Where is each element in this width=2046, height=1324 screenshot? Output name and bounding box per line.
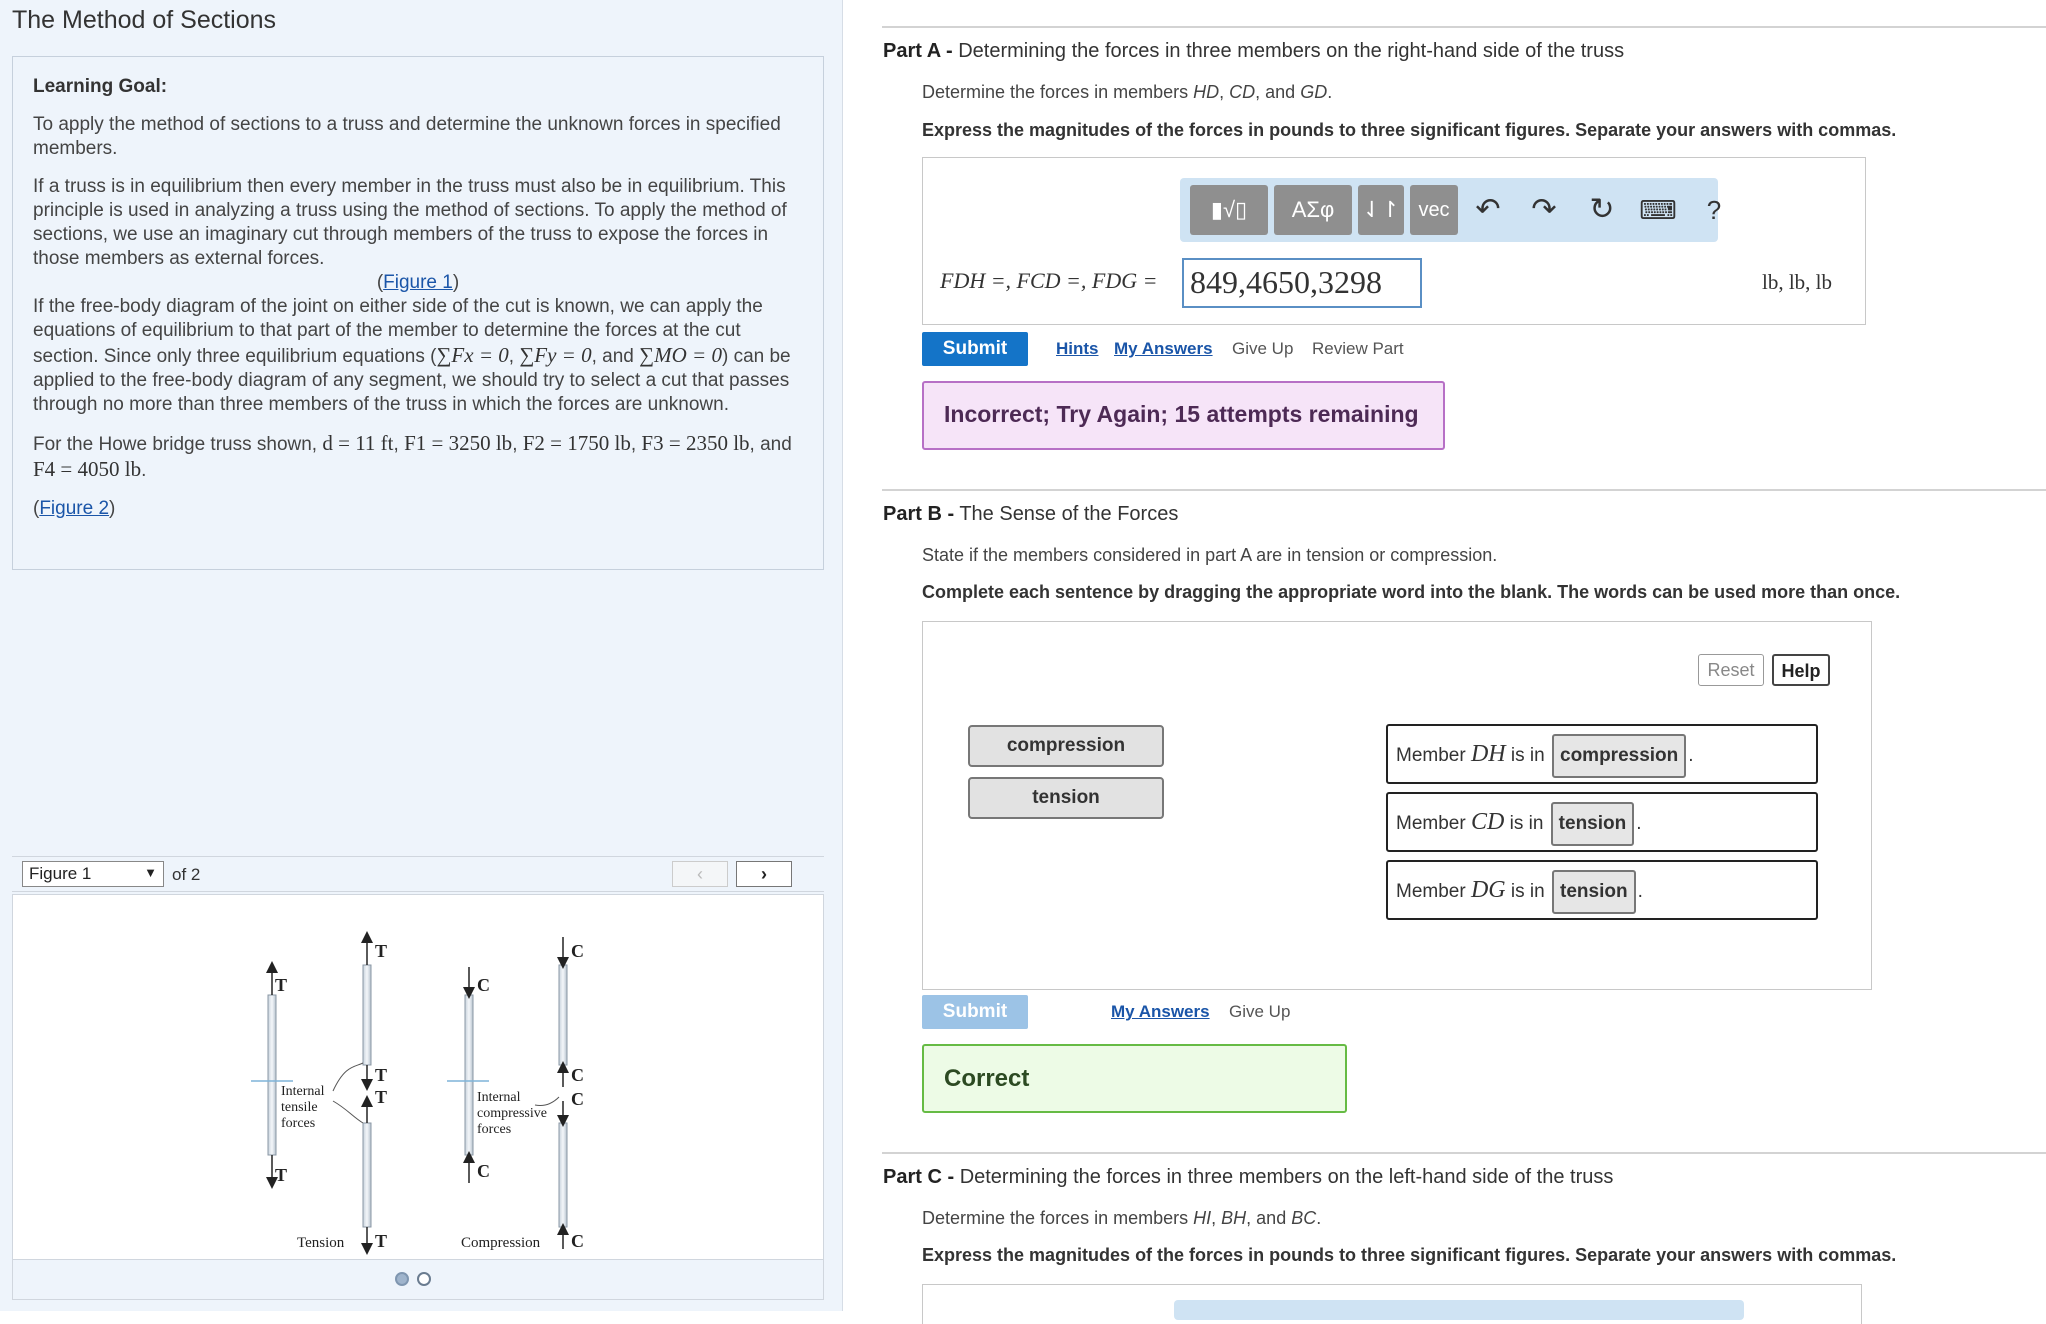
label-t-3: T [375,941,388,961]
tension-compression-figure [13,895,823,1259]
label-c-5: C [571,1089,584,1109]
redo-icon[interactable]: ↷ [1531,193,1557,226]
give-up-link[interactable]: Give Up [1229,1002,1291,1021]
drop-target-cd[interactable]: tension [1551,802,1635,846]
tension-caption: Tension [297,1235,345,1251]
sentence-prefix: Member [1396,745,1466,766]
my-answers-link[interactable]: My Answers [1114,339,1213,358]
label-c-4: C [571,1065,584,1085]
part-a-description: Determine the forces in members HD, CD, and GD. [922,82,1333,102]
pager-dot-2[interactable] [417,1272,431,1286]
reset-icon[interactable]: ↻ [1589,193,1615,226]
value-d: d = 11 ft [322,431,394,455]
label-c-3: C [571,941,584,961]
part-b-instruction: Complete each sentence by dragging the appropriate word into the blank. The words can be used more than once. [922,582,1901,602]
sentence-member: CD [1470,809,1505,835]
give-up-link[interactable]: Give Up [1232,339,1294,358]
member-bh: BH [1221,1208,1247,1228]
divider [882,26,2046,28]
problem-panel [0,0,843,1311]
label-t-6: T [375,1231,388,1251]
my-answers-link[interactable]: My Answers [1111,1002,1210,1021]
para2-and: and [602,346,634,367]
part-c-description: Determine the forces in members HI, BH, and BC. [922,1208,1322,1228]
problem-title: The Method of Sections [12,6,277,34]
figure-2-link[interactable]: Figure 2 [39,498,110,519]
internal-tensile-line3: forces [281,1116,316,1131]
part-a-header [883,40,1624,63]
learning-goal-text: To apply the method of sections to a truss and determine the unknown forces in specified members. [33,114,781,159]
review-part-link[interactable]: Review Part [1312,339,1404,358]
sentence-member: DH [1470,741,1506,767]
label-t-1: T [275,975,288,995]
figure-1-ref: (Figure 1) [376,272,460,293]
intro-box [12,56,824,570]
label-c-1: C [477,975,490,995]
part-b-description: State if the members considered in part A are in tension or compression. [922,545,1498,565]
chevron-left-icon: ‹ [697,864,703,884]
subscript-button[interactable]: ⇃↾ [1358,185,1404,235]
intro-paragraph-1: If a truss is in equilibrium then every member in the truss must also be in equilibrium. This principle is used in analyzing a truss using the method of sections. To apply the method of sections, we use an imaginary cut through members of the truss to expose the forces in those members as external forces. [33,176,787,269]
label-t-5: T [375,1087,388,1107]
member-hd: HD [1193,82,1220,102]
internal-compressive-line1: Internal [477,1090,521,1105]
value-f1: F1 = 3250 lb [404,431,513,455]
internal-tensile-line1: Internal [281,1084,325,1099]
math-toolbar [1180,178,1722,242]
undo-icon[interactable]: ↶ [1475,193,1501,226]
part-a-title: Determining the forces in three members on the right-hand side of the truss [958,40,1625,62]
next-figure-button[interactable] [736,861,792,887]
chevron-right-icon: › [761,864,767,884]
member-gd: GD [1300,82,1328,102]
answer-label: FDH =, FCD =, FDG = [940,268,1158,293]
eq-sum-mo: ∑MO = 0 [639,343,722,367]
sentence-mid: is in [1510,881,1545,902]
part-c-instruction: Express the magnitudes of the forces in pounds to three significant figures. Separate your answers with commas. [922,1245,1897,1265]
part-b-title: The Sense of the Forces [959,503,1179,525]
greek-symbols-button[interactable]: ΑΣφ [1274,185,1352,235]
part-b-label: Part B - [883,503,955,525]
internal-compressive-line2: compressive [477,1106,547,1121]
part-c-header [883,1166,1613,1189]
para3-text: For the Howe bridge truss shown, [33,434,318,455]
part-c-label: Part C - [883,1166,955,1188]
sentence-mid: is in [1509,813,1544,834]
value-f4: F4 = 4050 lb [33,457,142,481]
learning-goal-heading: Learning Goal: [33,76,168,97]
drop-target-dh[interactable]: compression [1552,734,1686,778]
and-text: and [1256,1208,1287,1228]
math-toolbar [1174,1300,1744,1320]
part-a-instruction: Express the magnitudes of the forces in pounds to three significant figures. Separate your answers with commas. [922,120,1897,140]
eq-sum-fy: ∑Fy = 0 [519,343,592,367]
sentence-mid: is in [1510,745,1545,766]
internal-compressive-line3: forces [477,1122,512,1137]
internal-tensile-line2: tensile [281,1100,318,1115]
label-t-2: T [275,1165,288,1185]
sentence-member: DG [1470,877,1506,903]
hints-link[interactable]: Hints [1056,339,1099,358]
member-hi: HI [1193,1208,1212,1228]
figure-count: of 2 [172,865,201,884]
para3-and: and [760,434,792,455]
sentence-dg: Member DG is in tension . [1386,860,1818,920]
sentence-cd: Member CD is in tension . [1386,792,1818,852]
part-b-submit-button[interactable]: Submit [922,995,1028,1029]
compression-caption: Compression [461,1235,541,1251]
pager-dot-1[interactable] [395,1272,409,1286]
figure-1-link[interactable]: Figure 1 [383,272,453,293]
label-t-4: T [375,1065,388,1085]
value-f3: F3 = 2350 lb [641,431,750,455]
para2-text-b: ) can be applied to the free-body diagram of any segment, we should try to select a cut that passes through no more than three members of the truss in which the forces are unknown. [33,346,791,415]
part-a-feedback: Incorrect; Try Again; 15 attempts remaining [922,381,1445,450]
figure-select[interactable] [22,861,164,887]
reset-button[interactable]: Reset [1698,654,1764,686]
label-c-6: C [571,1231,584,1251]
member-bc: BC [1291,1208,1317,1228]
help-icon[interactable]: ? [1706,195,1722,225]
member-cd: CD [1229,82,1256,102]
previous-figure-button[interactable] [672,861,728,887]
and-text: and [1265,82,1296,102]
help-button[interactable]: Help [1772,654,1830,686]
answer-units: lb, lb, lb [1762,270,1833,294]
part-c-desc-text: Determine the forces in members [922,1208,1189,1228]
sentence-prefix: Member [1396,881,1466,902]
vector-button[interactable]: vec [1410,185,1458,235]
value-f2: F2 = 1750 lb [522,431,631,455]
eq-sum-fx: ∑Fx = 0 [436,343,509,367]
figure-viewer [12,894,824,1260]
sentence-prefix: Member [1396,813,1466,834]
para2-text-a: If the free-body diagram of the joint on either side of the cut is known, we can apply the equations of equilibrium to that part of the member to determine the forces at the cut section. Since only three equilibrium equations ( [33,296,763,367]
intro-paragraph-3: For the Howe bridge truss shown, d = 11 ft, F1 = 3250 lb, F2 = 1750 lb, F3 = 2350 lb, and F4 = 4050 lb. [33,431,792,481]
dropdown-arrow-icon: ▼ [144,865,157,880]
figure-select-value: Figure 1 [29,864,92,883]
keyboard-icon[interactable]: ⌨ [1639,195,1677,225]
drop-target-dg[interactable]: tension [1552,870,1636,914]
part-b-feedback: Correct [922,1044,1347,1113]
part-a-submit-button[interactable]: Submit [922,332,1028,366]
figure-navigation [12,856,824,892]
figure-2-ref: (Figure 2) [33,498,116,519]
divider [882,489,2046,491]
part-a-label: Part A - [883,40,953,62]
part-a-desc-text: Determine the forces in members [922,82,1189,102]
word-tile-compression[interactable]: compression [968,725,1164,767]
part-b-header [883,503,1178,526]
part-c-title: Determining the forces in three members on the left-hand side of the truss [959,1166,1614,1188]
answer-input[interactable]: 849,4650,3298 [1182,258,1422,308]
divider [882,1152,2046,1154]
template-button[interactable]: ▮√▯ [1190,185,1268,235]
sentence-dh: Member DH is in compression . [1386,724,1818,784]
label-c-2: C [477,1161,490,1181]
intro-paragraph-2: If the free-body diagram of the joint on either side of the cut is known, we can apply the equations of equilibrium to that part of the member to determine the forces at the cut section. Since only three equilibrium equations (∑Fx = 0, ∑Fy = 0, and ∑MO = 0) can be applied to the free-body diagram of any segment, we should try to select a cut that passes through no more than three members of the truss in which the forces are unknown. [33,296,791,415]
figure-pager [12,1260,824,1300]
word-tile-tension[interactable]: tension [968,777,1164,819]
